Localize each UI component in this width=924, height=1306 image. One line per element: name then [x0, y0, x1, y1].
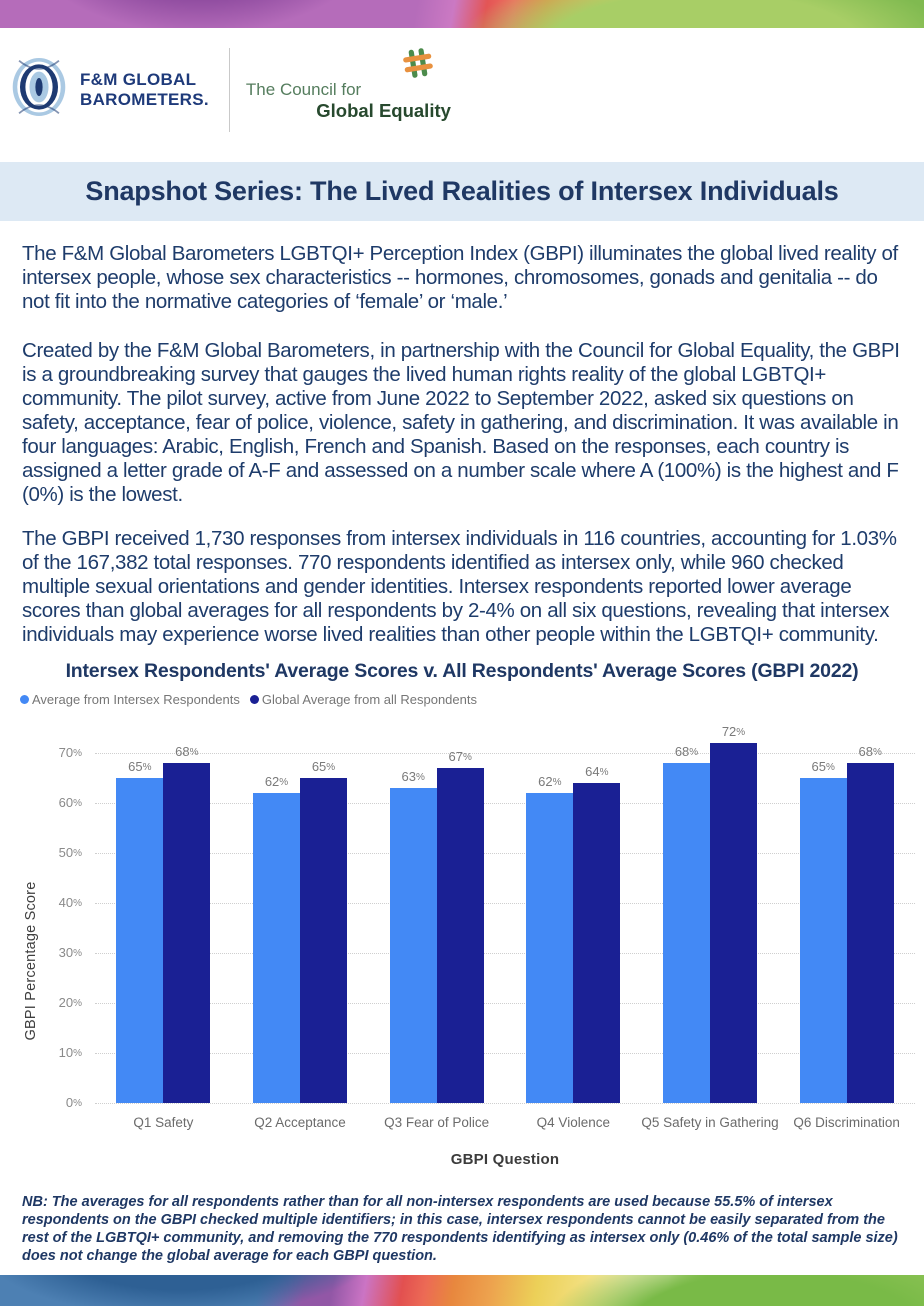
- y-tick-label: 0%: [65, 1095, 82, 1110]
- logo-divider: [229, 48, 230, 132]
- bar-value-label: 67%: [448, 749, 472, 764]
- rainbow-banner-top: [0, 0, 924, 28]
- x-axis-labels: [95, 1103, 915, 1149]
- x-category-label: Q2 Acceptance: [254, 1115, 346, 1130]
- x-category-label: Q6 Discrimination: [793, 1115, 900, 1130]
- bar-group: [253, 759, 347, 1103]
- bar-value-label: 68%: [175, 744, 199, 759]
- legend-dot-icon: [250, 695, 259, 704]
- council-logo-line1: The Council for: [245, 79, 362, 99]
- bar-value-label: 65%: [311, 759, 336, 774]
- x-category-label: Q3 Fear of Police: [384, 1115, 490, 1130]
- bar-value-label: 68%: [858, 744, 882, 759]
- fm-logo-line1: F&M GLOBAL: [80, 69, 197, 89]
- y-tick-label: 40%: [58, 895, 82, 910]
- bar-value-label: 72%: [721, 724, 746, 739]
- bar-group: [390, 749, 484, 1103]
- bar: [710, 724, 757, 1103]
- legend-label: Global Average from all Respondents: [261, 692, 477, 707]
- gridline: [95, 1053, 915, 1054]
- bar: [573, 764, 620, 1103]
- y-axis-title: GBPI Percentage Score: [23, 881, 39, 1040]
- chart-title: Intersex Respondents' Average Scores v. All Respondents' Average Scores (GBPI 2022): [65, 660, 859, 682]
- x-axis-title: GBPI Question: [450, 1151, 560, 1168]
- y-tick-label: 30%: [58, 945, 82, 960]
- bar: [253, 774, 300, 1103]
- bar-value-label: 62%: [264, 774, 289, 789]
- gridline: [95, 803, 915, 804]
- y-tick-label: 70%: [58, 745, 82, 760]
- paragraph-intro: The F&M Global Barometers LGBTQI+ Perception Index (GBPI) illuminates the global lived reality of intersex people, whose sex characteristics -- hormones, chromosomes, gonads and genitalia -- do not fit into the normative categories of ‘female’ or ‘male.’: [22, 242, 898, 313]
- legend-item: [250, 692, 477, 707]
- bar-group: [663, 724, 757, 1103]
- bar: [163, 744, 210, 1103]
- bar-group: [526, 764, 620, 1103]
- title-banner: [0, 162, 924, 221]
- bar-value-label: 62%: [538, 774, 562, 789]
- council-global-equality-logo: [246, 48, 451, 132]
- fm-global-barometers-logo: [10, 55, 209, 124]
- paragraph-methodology: Created by the F&M Global Barometers, in partnership with the Council for Global Equality, the GBPI is a groundbreaking survey that gauges the lived human rights reality of the global LGBTQI+ community. The pilot survey, active from June 2022 to September 2022, asked six questions on safety, acceptance, fear of police, violence, safety in gathering, and discrimination. It was available in four languages: Arabic, English, French and Spanish. Based on the responses, each country is assigned a letter grade of A-F and assessed on a number scale where A (100%) is the highest and F (0%) is the lowest.: [22, 339, 900, 506]
- bar: [437, 749, 484, 1103]
- council-hash-icon: [401, 46, 435, 85]
- bar-value-label: 63%: [401, 769, 425, 784]
- bar: [800, 759, 847, 1103]
- bar: [526, 774, 573, 1103]
- x-category-label: Q1 Safety: [133, 1115, 194, 1130]
- x-category-label: Q4 Violence: [536, 1115, 610, 1130]
- bar-value-label: 64%: [585, 764, 609, 779]
- logo-row: [0, 41, 924, 138]
- gridline: [95, 903, 915, 904]
- footnote: NB: The averages for all respondents rather than for all non-intersex respondents are used because 55.5% of intersex respondents on the GBPI checked multiple identifiers; in this case, intersex respondents cannot be easily separated from the rest of the LGBTQI+ community, and removing the 770 respondents identifying as intersex only (0.46% of the total sample size) does not change the global average for each GBPI question.: [22, 1194, 898, 1264]
- y-tick-label: 60%: [58, 795, 82, 810]
- rainbow-banner-bottom: [0, 1275, 924, 1306]
- bar-group: [116, 744, 210, 1103]
- bar-chart: [23, 724, 915, 1168]
- y-tick-label: 10%: [58, 1045, 82, 1060]
- gridline: [95, 953, 915, 954]
- fm-logo-line2: BAROMETERS.: [80, 89, 209, 109]
- gridline: [95, 753, 915, 754]
- legend-dot-icon: [20, 695, 29, 704]
- bar: [847, 744, 894, 1103]
- chart-legend: [20, 692, 924, 707]
- legend-label: Average from Intersex Respondents: [32, 692, 240, 707]
- bar: [663, 744, 710, 1103]
- y-tick-label: 50%: [58, 845, 82, 860]
- y-tick-label: 20%: [58, 995, 82, 1010]
- bar-group: [800, 744, 894, 1103]
- gridline: [95, 1003, 915, 1004]
- paragraph-findings: The GBPI received 1,730 responses from intersex individuals in 116 countries, accounting for 1.03% of the 167,382 total responses. 770 respondents identified as intersex only, while 960 checked multiple sexual orientations and gender identities. Intersex respondents reported lower average scores than global averages for all respondents by 2-4% on all six questions, revealing that intersex individuals may experience worse lived realities than other people within the LGBTQI+ community.: [22, 527, 897, 646]
- bar-value-label: 65%: [128, 759, 152, 774]
- body-copy: [0, 242, 924, 647]
- bar: [116, 759, 163, 1103]
- x-category-label: Q5 Safety in Gathering: [641, 1115, 779, 1130]
- page-title: Snapshot Series: The Lived Realities of Intersex Individuals: [85, 176, 839, 206]
- fm-barometers-icon: [10, 55, 68, 124]
- gridline: [95, 853, 915, 854]
- bar-value-label: 68%: [674, 744, 699, 759]
- bar: [300, 759, 347, 1103]
- council-logo-line2: Global Equality: [316, 99, 451, 121]
- bar-value-label: 65%: [811, 759, 835, 774]
- bar: [390, 769, 437, 1103]
- legend-item: [20, 692, 240, 707]
- chart-plot: [58, 724, 915, 1110]
